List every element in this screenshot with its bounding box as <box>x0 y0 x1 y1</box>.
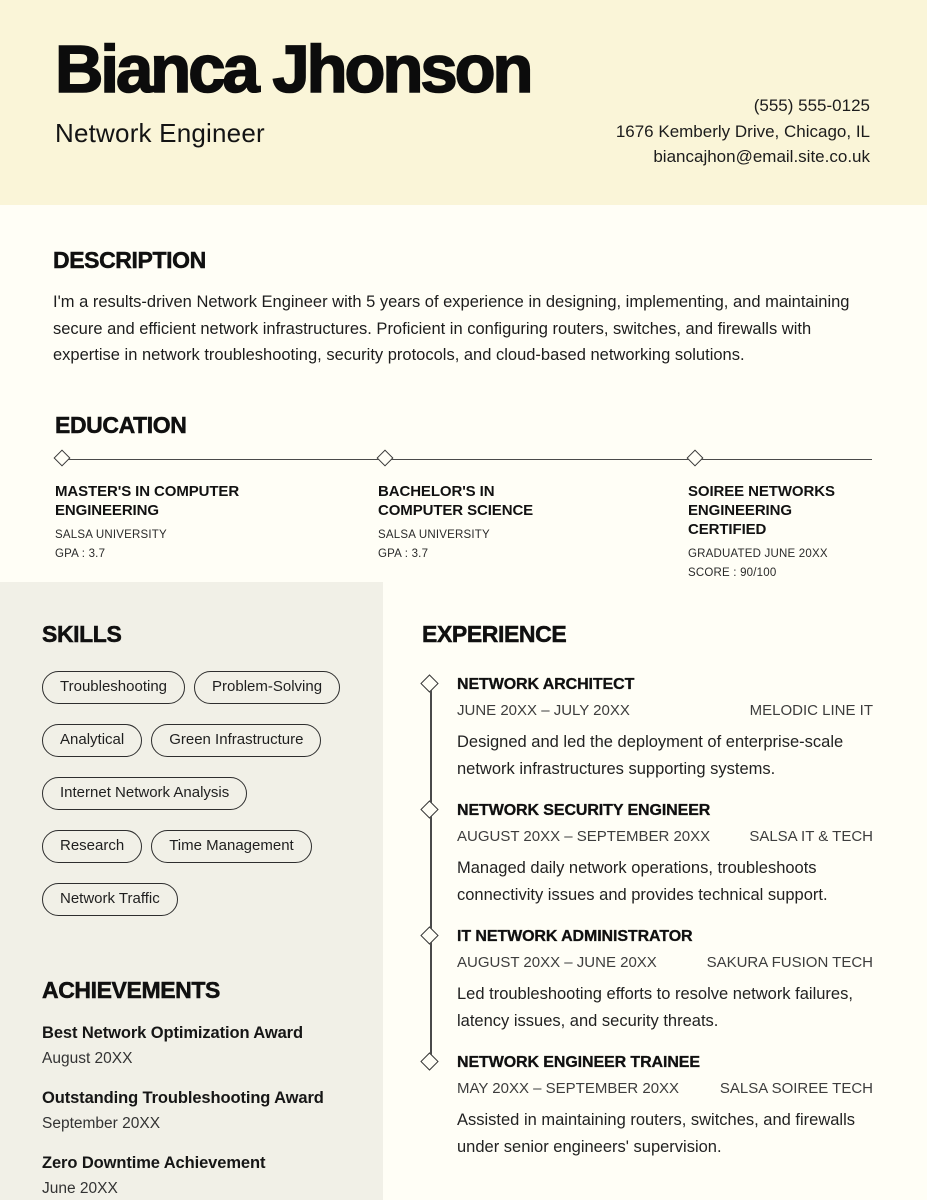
experience-item-meta <box>457 826 873 848</box>
timeline-diamond-icon <box>377 449 394 466</box>
timeline-diamond-icon <box>687 449 704 466</box>
skills-list <box>42 671 343 916</box>
education-timeline <box>55 451 873 579</box>
experience-item-dates: AUGUST 20XX – JUNE 20XX <box>457 954 657 971</box>
experience-heading: EXPERIENCE <box>422 621 567 647</box>
experience-item-dates: MAY 20XX – SEPTEMBER 20XX <box>457 1080 680 1097</box>
experience-item-company: SALSA IT & TECH <box>749 828 873 845</box>
education-item-score: SCORE : 90/100 <box>688 566 777 579</box>
skill-pill: Internet Network Analysis <box>42 777 247 810</box>
achievement-item <box>42 1022 343 1069</box>
timeline-diamond-icon <box>420 800 438 818</box>
achievements-list <box>42 1022 343 1199</box>
education-item-score: GPA : 3.7 <box>55 547 106 560</box>
skill-pill: Time Management <box>151 830 312 863</box>
skill-pill: Troubleshooting <box>42 671 185 704</box>
achievements-heading: ACHIEVEMENTS <box>42 977 220 1003</box>
experience-item-company: SAKURA FUSION TECH <box>706 954 873 971</box>
education-item-institution: SALSA UNIVERSITY <box>55 528 167 541</box>
experience-item-dates: JUNE 20XX – JULY 20XX <box>457 702 630 719</box>
experience-item-title: IT NETWORK ADMINISTRATOR <box>457 928 693 945</box>
resume-header <box>0 0 927 205</box>
achievement-title: Best Network Optimization Award <box>42 1024 303 1042</box>
skill-pill: Green Infrastructure <box>151 724 321 757</box>
experience-item-title: NETWORK ARCHITECT <box>457 676 635 693</box>
contact-phone: (555) 555-0125 <box>753 96 870 115</box>
experience-item-title: NETWORK ENGINEER TRAINEE <box>457 1054 700 1071</box>
achievement-title: Zero Downtime Achievement <box>42 1154 266 1172</box>
experience-item-description: Designed and led the deployment of enterprise-scale network infrastructures supporting systems. <box>457 733 844 778</box>
education-item <box>378 451 688 579</box>
skill-pill: Analytical <box>42 724 142 757</box>
achievement-item <box>42 1087 343 1134</box>
education-item <box>55 451 378 579</box>
education-section <box>0 369 927 579</box>
skills-heading: SKILLS <box>42 621 122 647</box>
education-item-title: MASTER'S IN COMPUTER ENGINEERING <box>55 482 240 519</box>
experience-item-company: SALSA SOIREE TECH <box>719 1080 873 1097</box>
skill-pill: Problem-Solving <box>194 671 340 704</box>
contact-info <box>616 93 870 170</box>
contact-address: 1676 Kemberly Drive, Chicago, IL <box>615 121 870 141</box>
sidebar <box>0 582 383 1200</box>
person-job-title: Network Engineer <box>55 118 265 149</box>
experience-item-description: Managed daily network operations, troubleshoots connectivity issues and provides technical support. <box>457 859 828 904</box>
experience-item-meta <box>457 700 873 722</box>
experience-item-meta <box>457 1078 873 1100</box>
timeline-diamond-icon <box>54 449 71 466</box>
education-item-title: SOIREE NETWORKS ENGINEERING CERTIFIED <box>688 482 835 538</box>
experience-item <box>457 674 873 783</box>
education-item-institution: SALSA UNIVERSITY <box>378 528 490 541</box>
experience-item-dates: AUGUST 20XX – SEPTEMBER 20XX <box>457 828 711 845</box>
experience-item-description: Assisted in maintaining routers, switches, and firewalls under senior engineers' supervision. <box>457 1111 856 1156</box>
timeline-diamond-icon <box>420 926 438 944</box>
education-heading: EDUCATION <box>55 411 187 438</box>
achievement-title: Outstanding Troubleshooting Award <box>42 1089 324 1107</box>
experience-item <box>457 800 873 909</box>
experience-section <box>383 582 927 1200</box>
achievement-item <box>42 1152 343 1199</box>
experience-item-description: Led troubleshooting efforts to resolve network failures, latency issues, and security threats. <box>457 985 853 1030</box>
description-section <box>0 205 927 369</box>
experience-item-company: MELODIC LINE IT <box>749 702 873 719</box>
experience-item <box>457 1052 873 1161</box>
experience-item <box>457 926 873 1035</box>
bottom-split <box>0 582 927 1200</box>
experience-item-meta <box>457 952 873 974</box>
description-text: I'm a results-driven Network Engineer with 5 years of experience in designing, implementing, and maintaining secure and efficient network infrastructures. Proficient in configuring routers, switches, and firewalls with expertise in network troubleshooting, security protocols, and cloud-based networking solutions. <box>53 293 850 364</box>
education-item-institution: GRADUATED JUNE 20XX <box>688 547 828 560</box>
skill-pill: Research <box>42 830 142 863</box>
person-name: Bianca Jhonson <box>55 32 531 107</box>
achievement-date: June 20XX <box>42 1180 118 1197</box>
experience-timeline <box>422 674 873 1161</box>
description-heading: DESCRIPTION <box>53 247 206 273</box>
achievement-date: August 20XX <box>42 1050 133 1067</box>
skill-pill: Network Traffic <box>42 883 178 916</box>
contact-email: biancajhon@email.site.co.uk <box>653 147 870 166</box>
timeline-diamond-icon <box>420 674 438 692</box>
education-item-title: BACHELOR'S IN COMPUTER SCIENCE <box>378 482 534 519</box>
achievement-date: September 20XX <box>42 1115 161 1132</box>
experience-item-title: NETWORK SECURITY ENGINEER <box>457 802 711 819</box>
education-item-score: GPA : 3.7 <box>378 547 429 560</box>
education-item <box>688 451 873 579</box>
timeline-diamond-icon <box>420 1052 438 1070</box>
